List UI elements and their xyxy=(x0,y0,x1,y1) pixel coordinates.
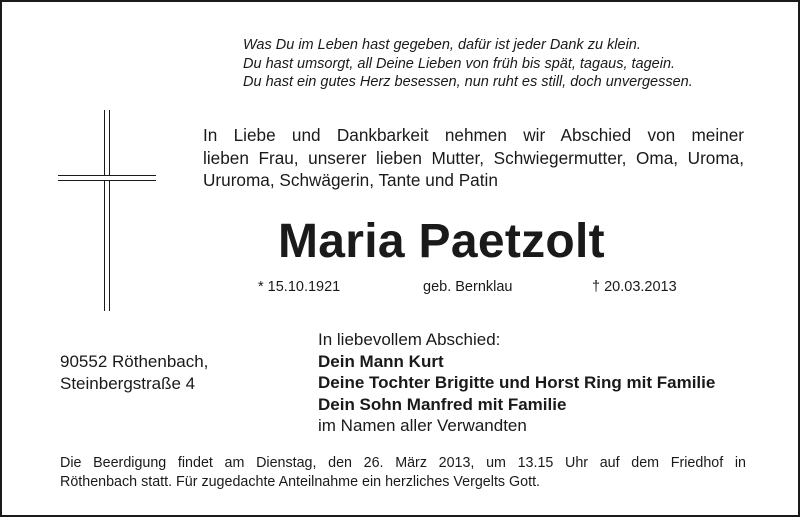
maiden-name: geb. Bernklau xyxy=(423,279,513,295)
birth-date: * 15.10.1921 xyxy=(258,279,341,295)
funeral-info xyxy=(60,454,746,492)
mourner-daughter: Deine Tochter Brigitte und Horst Ring mit Familie xyxy=(318,373,716,392)
cross-center xyxy=(106,177,109,180)
intro-line: In Liebe und Dankbarkeit nehmen wir Abschied von meiner xyxy=(203,125,744,145)
poem-line: Du hast ein gutes Herz besessen, nun ruht es still, doch unvergessen. xyxy=(243,74,693,90)
mourners-list xyxy=(318,329,715,437)
address-line: Steinbergstraße 4 xyxy=(60,374,196,393)
poem-line: Was Du im Leben hast gegeben, dafür ist jeder Dank zu klein. xyxy=(243,37,641,53)
mourner-husband: Dein Mann Kurt xyxy=(318,351,444,371)
family-address xyxy=(60,351,208,395)
address-line: 90552 Röthenbach, xyxy=(60,352,209,371)
intro-line: lieben Frau, unserer lieben Mutter, Schwiegermutter, Oma, Uroma, xyxy=(203,147,744,168)
poem-line: Du hast umsorgt, all Deine Lieben von früh bis spät, tagaus, tagein. xyxy=(243,55,676,72)
mourners-relatives: im Namen aller Verwandten xyxy=(318,416,527,435)
mourner-son: Dein Sohn Manfred mit Familie xyxy=(318,394,567,414)
memorial-poem xyxy=(243,36,693,92)
death-date: † 20.03.2013 xyxy=(592,279,677,295)
funeral-line: Die Beerdigung findet am Dienstag, den 26. März 2013, um 13.15 Uhr auf dem Friedhof in xyxy=(60,455,746,471)
intro-line: Ururoma, Schwägerin, Tante und Patin xyxy=(203,170,498,190)
mourners-heading: In liebevollem Abschied: xyxy=(318,330,501,349)
deceased-name: Maria Paetzolt xyxy=(278,215,605,268)
farewell-intro xyxy=(203,124,744,192)
funeral-line: Röthenbach statt. Für zugedachte Anteilnahme ein herzliches Vergelts Gott. xyxy=(60,474,541,490)
cross-vertical-beam xyxy=(104,110,110,311)
